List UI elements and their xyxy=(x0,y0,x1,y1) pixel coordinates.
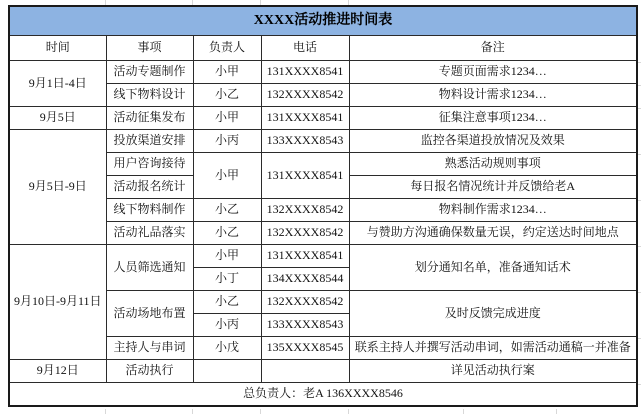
page-title: XXXX活动推进时间表 xyxy=(9,6,637,36)
column-header-phone: 电话 xyxy=(261,36,349,61)
cell-note: 划分通知名单，准备通知话术 xyxy=(349,245,637,291)
cell-owner: 小甲 xyxy=(193,107,261,130)
cell-item: 活动执行 xyxy=(106,360,193,383)
cell-owner: 小乙 xyxy=(193,291,261,314)
cell-item: 线下物料设计 xyxy=(106,84,193,107)
cell-owner: 小甲 xyxy=(193,153,261,199)
cell-item: 活动专题制作 xyxy=(106,61,193,84)
table-row xyxy=(9,107,637,130)
cell-item: 主持人与串词 xyxy=(106,337,193,360)
table-row xyxy=(9,61,637,84)
gridline-stub xyxy=(105,409,106,414)
cell-phone: 133XXXX8543 xyxy=(261,130,349,153)
footer-lead-contact: 总负责人：老A 136XXXX8546 xyxy=(9,383,637,407)
cell-note: 征集注意事项1234… xyxy=(349,107,637,130)
cell-phone: 131XXXX8541 xyxy=(261,107,349,130)
cell-item: 人员筛选通知 xyxy=(106,245,193,291)
gridline-stub xyxy=(192,409,193,414)
cell-owner: 小戊 xyxy=(193,337,261,360)
cell-item: 用户咨询接待 xyxy=(106,153,193,176)
table-row xyxy=(9,245,637,268)
cell-owner: 小丙 xyxy=(193,314,261,337)
cell-item: 投放渠道安排 xyxy=(106,130,193,153)
cell-phone: 131XXXX8541 xyxy=(261,61,349,84)
cell-owner: 小丁 xyxy=(193,268,261,291)
cell-note: 联系主持人并撰写活动串词，如需活动通稿一并准备 xyxy=(349,337,637,360)
column-header-time: 时间 xyxy=(9,36,106,61)
cell-phone: 132XXXX8542 xyxy=(261,291,349,314)
cell-note: 详见活动执行案 xyxy=(349,360,637,383)
cell-time: 9月12日 xyxy=(9,360,106,383)
cell-item: 活动报名统计 xyxy=(106,176,193,199)
cell-time: 9月5日 xyxy=(9,107,106,130)
cell-phone: 134XXXX8544 xyxy=(261,268,349,291)
cell-time: 9月10日-9月11日 xyxy=(9,245,106,360)
table-header-row xyxy=(9,36,637,61)
table-row xyxy=(9,360,637,383)
gridline-stub xyxy=(556,409,557,414)
cell-owner: 小乙 xyxy=(193,199,261,222)
column-header-note: 备注 xyxy=(349,36,637,61)
table-row xyxy=(9,130,637,153)
cell-phone: 131XXXX8541 xyxy=(261,153,349,199)
cell-phone: 132XXXX8542 xyxy=(261,84,349,107)
cell-phone: 135XXXX8545 xyxy=(261,337,349,360)
cell-time: 9月1日-4日 xyxy=(9,61,106,107)
cell-owner xyxy=(193,360,261,383)
cell-phone: 133XXXX8543 xyxy=(261,314,349,337)
cell-phone xyxy=(261,360,349,383)
cell-phone: 132XXXX8542 xyxy=(261,199,349,222)
cell-item: 活动礼品落实 xyxy=(106,222,193,245)
cell-item: 活动场地布置 xyxy=(106,291,193,337)
table-row-title xyxy=(9,6,637,36)
cell-phone: 131XXXX8541 xyxy=(261,245,349,268)
cell-owner: 小甲 xyxy=(193,245,261,268)
cell-note: 物料设计需求1234… xyxy=(349,84,637,107)
cell-owner: 小甲 xyxy=(193,61,261,84)
cell-note: 与赞助方沟通确保数量无误，约定送达时间地点 xyxy=(349,222,637,245)
cell-phone: 132XXXX8542 xyxy=(261,222,349,245)
column-header-owner: 负责人 xyxy=(193,36,261,61)
schedule-table xyxy=(8,5,638,407)
cell-note: 物料制作需求1234… xyxy=(349,199,637,222)
gridline-stub xyxy=(463,409,464,414)
cell-time: 9月5日-9日 xyxy=(9,130,106,245)
cell-item: 线下物料制作 xyxy=(106,199,193,222)
gridline-stub xyxy=(348,409,349,414)
cell-owner: 小乙 xyxy=(193,84,261,107)
cell-item: 活动征集发布 xyxy=(106,107,193,130)
column-header-item: 事项 xyxy=(106,36,193,61)
cell-owner: 小丙 xyxy=(193,130,261,153)
cell-owner: 小乙 xyxy=(193,222,261,245)
cell-note: 专题页面需求1234… xyxy=(349,61,637,84)
gridline-stub xyxy=(260,409,261,414)
table-footer-row xyxy=(9,383,637,407)
cell-note: 每日报名情况统计并反馈给老A xyxy=(349,176,637,199)
cell-note: 监控各渠道投放情况及效果 xyxy=(349,130,637,153)
cell-note: 及时反馈完成进度 xyxy=(349,291,637,337)
cell-note: 熟悉活动规则事项 xyxy=(349,153,637,176)
